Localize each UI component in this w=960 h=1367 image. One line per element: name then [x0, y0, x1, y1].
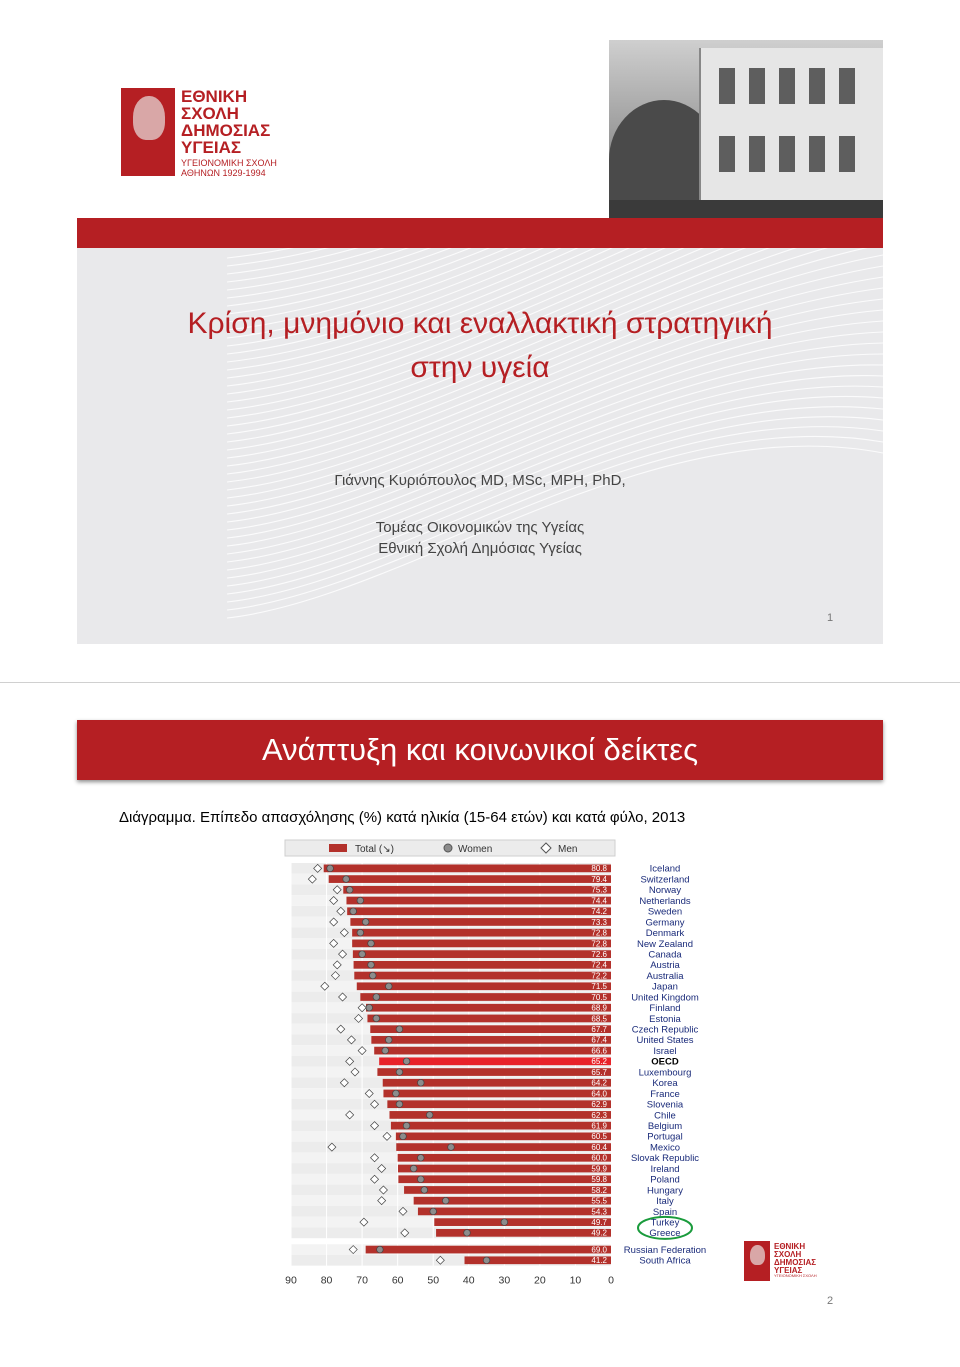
bar-total: [383, 1079, 611, 1087]
x-tick-label: 30: [498, 1274, 511, 1287]
logo-line-1: ΕΘΝΙΚΗ: [181, 87, 248, 106]
school-logo: [121, 88, 331, 178]
slide-title: Ανάπτυξη και κοινωνικοί δείκτες: [77, 720, 883, 780]
bar-total: [436, 1229, 611, 1237]
bar-total: [379, 1057, 611, 1065]
bar-value-label: 67.7: [591, 1025, 607, 1035]
country-label: Poland: [650, 1174, 680, 1186]
statue-emblem: [121, 88, 175, 176]
bar-value-label: 55.5: [591, 1196, 607, 1206]
women-marker: [464, 1230, 471, 1237]
women-marker: [362, 919, 369, 926]
bar-total: [343, 886, 611, 894]
country-label: Israel: [653, 1045, 677, 1057]
slide-title-line-1: Κρίση, μνημόνιο και εναλλακτική στρατηγική: [187, 307, 773, 340]
country-label: Korea: [652, 1078, 678, 1090]
page-number: 1: [827, 612, 834, 624]
bar-total: [377, 1068, 611, 1076]
country-label: Australia: [646, 970, 684, 982]
country-label: Hungary: [647, 1185, 683, 1197]
bar-total: [398, 1165, 611, 1173]
women-marker: [357, 929, 364, 936]
bar-value-label: 61.9: [591, 1121, 607, 1131]
logo-line-1: ΕΘΝΙΚΗ: [774, 1242, 806, 1251]
affiliation: [77, 517, 883, 559]
bar-total: [374, 1047, 611, 1055]
women-marker: [417, 1079, 424, 1086]
women-marker: [417, 1155, 424, 1162]
bar-total: [350, 918, 611, 926]
bar-value-label: 79.4: [591, 874, 607, 884]
women-marker: [368, 962, 375, 969]
page-number: 2: [827, 1295, 834, 1307]
women-marker: [483, 1257, 490, 1264]
school-logo-small: [744, 1241, 832, 1281]
country-label: OECD: [651, 1056, 679, 1068]
x-tick-label: 40: [462, 1274, 475, 1287]
legend-label-total: Total (↘): [355, 844, 394, 855]
x-tick-label: 50: [427, 1274, 440, 1287]
bar-value-label: 74.2: [591, 907, 607, 917]
country-label: Turkey: [650, 1217, 680, 1229]
women-marker: [377, 1246, 384, 1253]
bar-value-label: 75.3: [591, 885, 607, 895]
affiliation-line-2: Εθνική Σχολή Δημόσιας Υγείας: [378, 540, 582, 557]
building-photo: [609, 40, 883, 218]
country-label: Japan: [652, 981, 678, 993]
bar-value-label: 59.8: [591, 1175, 607, 1185]
bar-value-label: 62.9: [591, 1100, 607, 1110]
bar-total: [389, 1111, 611, 1119]
women-marker: [421, 1187, 428, 1194]
bar-value-label: 67.4: [591, 1035, 607, 1045]
country-label: Iceland: [649, 863, 681, 875]
bar-value-label: 80.8: [591, 864, 607, 874]
women-marker: [396, 1026, 403, 1033]
employment-chart: [219, 831, 719, 1288]
women-marker: [350, 908, 357, 915]
bar-value-label: 73.3: [591, 917, 607, 927]
bar-total: [366, 1004, 611, 1012]
logo-line-2: ΣΧΟΛΗ: [774, 1250, 802, 1259]
bar-total: [391, 1122, 611, 1130]
bar-value-label: 65.2: [591, 1057, 607, 1067]
bar-total: [398, 1154, 611, 1162]
bar-value-label: 71.5: [591, 982, 607, 992]
x-tick-label: 20: [534, 1274, 546, 1287]
country-label: Norway: [648, 885, 682, 897]
country-label: New Zealand: [637, 938, 693, 950]
women-marker: [396, 1069, 403, 1076]
x-tick-label: 60: [391, 1274, 404, 1287]
women-marker: [396, 1101, 403, 1108]
country-label: Slovak Republic: [630, 1153, 700, 1165]
x-tick-label: 0: [608, 1274, 614, 1287]
women-marker: [426, 1112, 433, 1119]
x-tick-label: 70: [356, 1274, 368, 1287]
logo-sub-1: ΥΓΕΙΟΝΟΜΙΚΗ ΣΧΟΛΗ: [181, 158, 277, 168]
country-label: Canada: [648, 949, 682, 961]
bar-value-label: 60.4: [591, 1142, 607, 1152]
bar-value-label: 59.9: [591, 1164, 607, 1174]
country-label: France: [650, 1088, 680, 1100]
women-marker: [417, 1176, 424, 1183]
bar-total: [387, 1100, 611, 1108]
bar-total: [352, 929, 611, 937]
page-divider: [0, 682, 960, 683]
country-label: Italy: [656, 1196, 674, 1208]
country-label: United Kingdom: [631, 992, 699, 1004]
x-tick-label: 10: [569, 1274, 582, 1287]
bar-value-label: 60.5: [591, 1132, 607, 1142]
country-label: Belgium: [647, 1121, 683, 1132]
bar-value-label: 58.2: [591, 1185, 607, 1195]
country-label: Sweden: [647, 906, 683, 918]
statue-emblem: [744, 1241, 770, 1281]
bar-total: [353, 950, 611, 958]
country-label: Denmark: [645, 928, 685, 940]
bar-value-label: 41.2: [591, 1256, 607, 1266]
employment-bar-chart: [219, 831, 719, 1288]
bar-total: [324, 865, 611, 873]
affiliation-line-1: Τομέας Οικονομικών της Υγείας: [375, 519, 585, 536]
chart-caption: Διάγραμμα. Επίπεδο απασχόλησης (%) κατά ηλικία (15-64 ετών) και κατά φύλο, 2013: [119, 809, 686, 826]
bar-total: [434, 1218, 611, 1226]
bar-total: [352, 940, 611, 948]
country-label: Portugal: [647, 1131, 683, 1143]
women-marker: [403, 1058, 410, 1065]
bar-value-label: 49.7: [591, 1217, 607, 1227]
slide-title-line-2: στην υγεία: [410, 351, 550, 384]
bar-total: [354, 972, 611, 980]
bar-value-label: 64.2: [591, 1078, 607, 1088]
bar-total: [360, 993, 611, 1001]
country-label: Estonia: [649, 1013, 681, 1025]
country-label: Ireland: [650, 1163, 680, 1175]
women-marker: [368, 940, 375, 947]
logo-line-4: ΥΓΕΙΑΣ: [774, 1266, 803, 1275]
women-marker: [357, 897, 364, 904]
bar-value-label: 64.0: [591, 1089, 607, 1099]
country-label: Chile: [654, 1110, 676, 1122]
decorative-curve: [227, 417, 883, 594]
legend-swatch-total: [329, 844, 347, 852]
country-label: Netherlands: [639, 895, 691, 907]
women-marker: [410, 1165, 417, 1172]
women-marker: [403, 1122, 410, 1129]
slide-title: [77, 302, 883, 390]
red-divider-bar: [77, 218, 883, 248]
country-label: Spain: [652, 1206, 678, 1218]
logo-sub-2: ΑΘΗΝΩΝ 1929-1994: [181, 168, 266, 178]
logo-line-4: ΥΓΕΙΑΣ: [181, 138, 242, 157]
bar-total: [418, 1208, 611, 1216]
women-marker: [430, 1208, 437, 1215]
women-marker: [400, 1133, 407, 1140]
legend-label-men: Men: [558, 844, 578, 855]
bar-total: [396, 1143, 611, 1151]
bar-value-label: 70.5: [591, 992, 607, 1002]
bar-total: [398, 1175, 611, 1183]
bar-value-label: 62.3: [591, 1110, 607, 1120]
bar-total: [357, 982, 611, 990]
x-tick-label: 90: [285, 1274, 297, 1287]
bar-total: [366, 1246, 611, 1254]
bar-total: [396, 1133, 611, 1141]
women-marker: [359, 951, 366, 958]
country-label: Greece: [649, 1228, 681, 1240]
women-marker: [385, 1037, 392, 1044]
bar-value-label: 72.2: [591, 971, 607, 981]
logo-line-2: ΣΧΟΛΗ: [181, 104, 239, 123]
decorative-curve: [227, 248, 883, 290]
women-marker: [373, 1015, 380, 1022]
bar-total: [383, 1090, 611, 1098]
bar-value-label: 54.3: [591, 1207, 607, 1217]
bar-total: [346, 897, 611, 905]
bar-value-label: 72.6: [591, 949, 607, 959]
bar-value-label: 49.2: [591, 1228, 607, 1238]
country-label: Mexico: [649, 1142, 681, 1154]
bar-value-label: 68.5: [591, 1014, 607, 1024]
bar-total: [347, 907, 611, 915]
women-marker: [343, 876, 350, 883]
legend-marker-women: [444, 844, 452, 852]
bar-value-label: 66.6: [591, 1046, 607, 1056]
country-label: Finland: [649, 1003, 681, 1015]
bar-total: [329, 875, 611, 883]
bar-value-label: 74.4: [591, 896, 607, 906]
bar-total: [354, 961, 611, 969]
bar-value-label: 60.0: [591, 1153, 607, 1163]
logo-line-3: ΔΗΜΟΣΙΑΣ: [774, 1258, 817, 1267]
bar-value-label: 65.7: [591, 1067, 607, 1077]
bar-value-label: 68.9: [591, 1003, 607, 1013]
women-marker: [442, 1197, 449, 1204]
logo-sub-1: ΥΓΕΙΟΝΟΜΙΚΗ ΣΧΟΛΗ: [774, 1273, 817, 1278]
country-label: Luxembourg: [638, 1067, 692, 1079]
country-label: Germany: [645, 917, 685, 929]
women-marker: [327, 865, 334, 872]
women-marker: [373, 994, 380, 1001]
country-label: Slovenia: [646, 1099, 684, 1111]
bar-total: [367, 1015, 611, 1023]
bar-value-label: 69.0: [591, 1245, 607, 1255]
women-marker: [448, 1144, 455, 1151]
logo-line-3: ΔΗΜΟΣΙΑΣ: [181, 121, 271, 140]
bar-value-label: 72.4: [591, 960, 607, 970]
women-marker: [382, 1047, 389, 1054]
women-marker: [369, 972, 376, 979]
bar-value-label: 72.8: [591, 939, 607, 949]
women-marker: [385, 983, 392, 990]
bar-value-label: 72.8: [591, 928, 607, 938]
country-label: Czech Republic: [631, 1024, 699, 1036]
women-marker: [346, 887, 353, 894]
x-tick-label: 80: [320, 1274, 333, 1287]
legend-label-women: Women: [458, 844, 493, 855]
women-marker: [501, 1219, 508, 1226]
bar-total: [370, 1025, 611, 1033]
bar-total: [404, 1186, 611, 1194]
country-label: Russian Federation: [623, 1244, 707, 1256]
women-marker: [393, 1090, 400, 1097]
author: Γιάννης Κυριόπουλος MD, MSc, MPH, PhD,: [334, 472, 626, 489]
title-slide: [77, 40, 883, 644]
country-label: Austria: [650, 960, 680, 972]
women-marker: [366, 1004, 373, 1011]
country-label: United States: [636, 1035, 694, 1047]
country-label: Switzerland: [640, 874, 690, 886]
bar-total: [371, 1036, 611, 1044]
country-label: South Africa: [639, 1255, 691, 1267]
